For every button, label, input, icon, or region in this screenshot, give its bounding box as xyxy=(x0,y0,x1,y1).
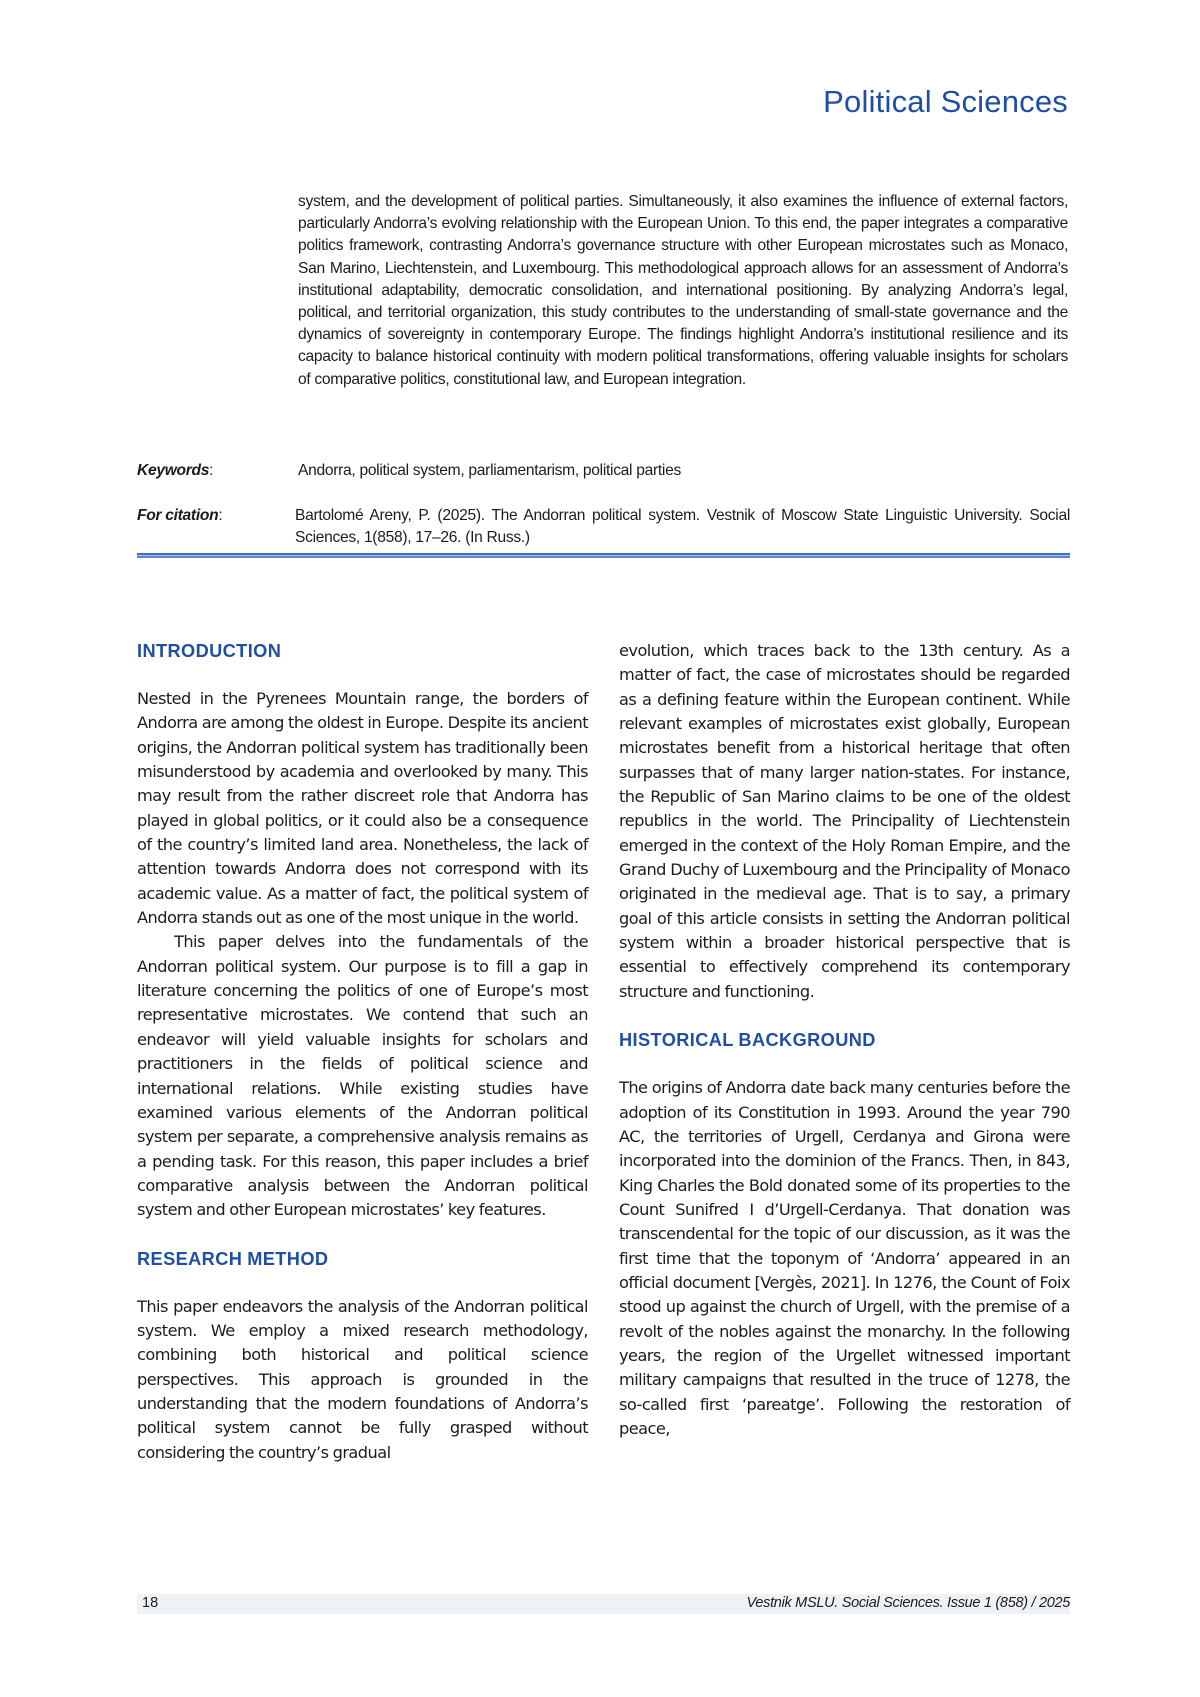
history-paragraph-1: The origins of Andorra date back many centuries before the adoption of its Constitution in 1993. Around the year 790 AC, the territories of Urgell, Cerdanya and Girona were incorporated into the dominion of the Francs. Then, in 843, King Charles the Bold donated some of its properties to the Count Sunifred I d’Urgell-Cerdanya. That donation was transcendental for the topic of our discussion, as it was the first time that the toponym of ‘Andorra’ appeared in an official document [Vergès, 2021]. In 1276, the Count of Foix stood up against the church of Urgell, with the premise of a revolt of the nobles against the monarchy. In the following years, the region of the Urgellet witnessed important military campaigns that resulted in the truce of 1278, the so-called first ‘pareatge’. Following the restoration of peace, xyxy=(619,1078,1070,1438)
keywords-label-text: Keywords xyxy=(137,462,210,479)
method-paragraph-1-continued: evolution, which traces back to the 13th century. As a matter of fact, the case of microstates should be regarded as a defining feature within the European continent. While relevant examples of microstates exist globally, European microstates benefit from a historical heritage that often surpasses that of many larger nation-states. For instance, the Republic of San Marino claims to be one of the oldest republics in the world. The Principality of Liechtenstein emerged in the context of the Holy Roman Empire, and the Grand Duchy of Luxembourg and the Principality of Monaco originated in the medieval age. That is to say, a primary goal of this article consists in setting the Andorran political system within a broader historical perspective that is essential to effectively comprehend its contemporary structure and functioning. xyxy=(619,641,1070,1001)
body-column-left xyxy=(137,639,588,1465)
keywords-colon: : xyxy=(209,462,214,479)
citation-label-text: For citation xyxy=(137,507,219,524)
citation-label xyxy=(137,505,222,527)
method-paragraph-1: This paper endeavors the analysis of the Andorran political system. We employ a mixed research methodology, combining both historical and political science perspectives. This approach is grounded in the understanding that the modern foundations of Andorra’s political system cannot be fully grasped without considering the country’s gradual xyxy=(137,1296,588,1462)
citation-value: Bartolomé Areny, P. (2025). The Andorran political system. Vestnik of Moscow State Linguistic University. Social Sciences, 1(858), 17–26. (In Russ.) xyxy=(295,507,1070,546)
section-heading-historical-background: HISTORICAL BACKGROUND xyxy=(619,1030,876,1051)
keywords-label xyxy=(137,460,213,482)
keywords-value: Andorra, political system, parliamentarism, political parties xyxy=(298,462,681,479)
intro-paragraph-1: Nested in the Pyrenees Mountain range, the borders of Andorra are among the oldest in Europe. Despite its ancient origins, the Andorran political system has traditionally been misunderstood by academia and overlooked by many. This may result from the rather discreet role that Andorra has played in global politics, or it could also be a consequence of the country’s limited land area. Nonetheless, the lack of attention towards Andorra does not correspond with its academic value. As a matter of fact, the political system of Andorra stands out as one of the most unique in the world. xyxy=(137,689,588,928)
page-footer xyxy=(137,1594,1070,1614)
journal-issue: Vestnik MSLU. Social Sciences. Issue 1 (858) / 2025 xyxy=(746,1595,1070,1611)
intro-paragraph-2: This paper delves into the fundamentals of the Andorran political system. Our purpose is to fill a gap in literature concerning the politics of one of Europe’s most representative microstates. We contend that such an endeavor will yield valuable insights for scholars and practitioners in the fields of political science and international relations. While existing studies have examined various elements of the Andorran political system per separate, a comprehensive analysis remains as a pending task. For this reason, this paper includes a brief comparative analysis between the Andorran political system and other European microstates’ key features. xyxy=(137,932,588,1220)
citation-colon: : xyxy=(218,507,223,524)
divider-line-bottom xyxy=(137,556,1070,558)
section-heading-research-method: RESEARCH METHOD xyxy=(137,1248,329,1269)
abstract-continuation: system, and the development of political parties. Simultaneously, it also examines the influence of external factors, particularly Andorra’s evolving relationship with the European Union. To this end, the paper integrates a comparative politics framework, contrasting Andorra’s governance structure with other European microstates such as Monaco, San Marino, Liechtenstein, and Luxembourg. This methodological approach allows for an assessment of Andorra’s institutional adaptability, democratic consolidation, and international positioning. By analyzing Andorra’s legal, political, and territorial organization, this study contributes to the understanding of small-state governance and the dynamics of sovereignty in contemporary Europe. The findings highlight Andorra’s institutional resilience and its capacity to balance historical continuity with modern political transformations, offering valuable insights for scholars of comparative politics, constitutional law, and European integration. xyxy=(298,193,1068,388)
header-divider xyxy=(137,553,1070,559)
journal-section-title: Political Sciences xyxy=(823,84,1068,119)
body-column-right xyxy=(619,639,1070,1441)
page-number: 18 xyxy=(142,1595,159,1611)
section-heading-introduction: INTRODUCTION xyxy=(137,641,282,661)
